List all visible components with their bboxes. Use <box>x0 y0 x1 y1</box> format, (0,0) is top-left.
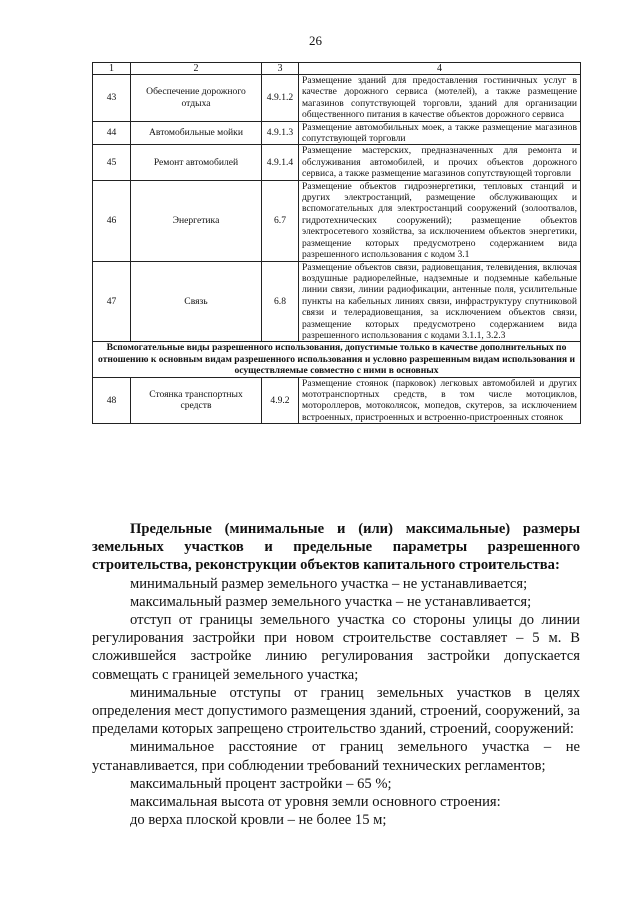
table-row <box>93 377 581 424</box>
use-description: Размещение мастерских, предназначенных для ремонта и обслуживания автомобилей, и прочих объектов дорожного сервиса, а также размещение магазинов сопутствующей торговли <box>299 145 581 180</box>
use-name: Стоянка транспортных средств <box>131 377 262 424</box>
row-number: 47 <box>93 261 131 342</box>
table-row <box>93 75 581 122</box>
land-use-table <box>92 62 581 424</box>
use-code: 4.9.1.4 <box>262 145 299 180</box>
paragraph: максимальный процент застройки – 65 %; <box>130 775 392 792</box>
use-name: Автомобильные мойки <box>131 121 262 145</box>
use-description: Размещение зданий для предоставления гостиничных услуг в качестве дорожного сервиса (мотелей), а также размещение магазинов сопутствующей торговли, зданий для организации общественного питания в качестве объектов дорожного сервиса <box>299 75 581 122</box>
use-description: Размещение автомобильных моек, а также размещение магазинов сопутствующей торговли <box>299 121 581 145</box>
use-name: Энергетика <box>131 180 262 261</box>
section-row <box>93 342 581 377</box>
table-header-row <box>93 63 581 75</box>
row-number: 43 <box>93 75 131 122</box>
header-col-2: 2 <box>131 63 262 75</box>
use-code: 4.9.1.2 <box>262 75 299 122</box>
row-number: 48 <box>93 377 131 424</box>
use-code: 6.7 <box>262 180 299 261</box>
use-name: Обеспечение дорожного отдыха <box>131 75 262 122</box>
use-name: Связь <box>131 261 262 342</box>
header-col-4: 4 <box>299 63 581 75</box>
use-description: Размещение стоянок (парковок) легковых автомобилей и других мототранспортных средств, в том числе мотоциклов, мотороллеров, мотоколясок, мопедов, скутеров, за исключением встроенных, пристроенных и встроенно-пристроенных стоянок <box>299 377 581 424</box>
row-number: 44 <box>93 121 131 145</box>
paragraph: до верха плоской кровли – не более 15 м; <box>130 812 387 829</box>
page-number: 26 <box>309 33 322 48</box>
header-col-3: 3 <box>262 63 299 75</box>
table-row <box>93 180 581 261</box>
use-code: 4.9.1.3 <box>262 121 299 145</box>
paragraph: минимальное расстояние от границ земельного участка – не устанавливается, при соблюдении требований технических регламентов; <box>92 739 580 774</box>
paragraph: максимальная высота от уровня земли основного строения: <box>130 794 501 811</box>
use-name: Ремонт автомобилей <box>131 145 262 180</box>
parameters-heading: Предельные (минимальные и (или) максимальные) размеры земельных участков и предельные параметры разрешенного строительства, реконструкции объектов капитального строительства: <box>92 521 580 574</box>
table-row <box>93 145 581 180</box>
header-col-1: 1 <box>93 63 131 75</box>
table-row <box>93 121 581 145</box>
table-body <box>93 63 581 424</box>
body-text <box>92 520 580 829</box>
use-code: 4.9.2 <box>262 377 299 424</box>
use-description: Размещение объектов гидроэнергетики, тепловых станций и других электростанций, размещение обслуживающих и вспомогательных для электростанций сооружений (золоотвалов, гидротехнических сооружений); размещение объектов электросетевого хозяйства, за исключением объектов энергетики, размещение которых предусмотрено содержанием вида разрешенного использования с кодом 3.1 <box>299 180 581 261</box>
paragraph: минимальный размер земельного участка – не устанавливается; <box>130 575 528 592</box>
use-code: 6.8 <box>262 261 299 342</box>
row-number: 45 <box>93 145 131 180</box>
table-row <box>93 261 581 342</box>
row-number: 46 <box>93 180 131 261</box>
paragraph: минимальные отступы от границ земельных участков в целях определения мест допустимого размещения зданий, строений, сооружений, за пределами которых запрещено строительство зданий, строений, сооружений: <box>92 684 580 738</box>
paragraph: отступ от границы земельного участка со стороны улицы до линии регулирования застройки при новом строительстве составляет – 5 м. В сложившейся застройке линию регулирования застройки допускается совмещать с границей земельного участка; <box>92 612 580 683</box>
section-title: Вспомогательные виды разрешенного использования, допустимые только в качестве дополнительных по отношению к основным видам разрешенного использования и условно разрешенным видам использования и осуществляемые совместно с ними в основных <box>93 342 581 377</box>
paragraph: максимальный размер земельного участка – не устанавливается; <box>130 593 532 610</box>
use-description: Размещение объектов связи, радиовещания, телевидения, включая воздушные радиорелейные, надземные и подземные кабельные линии связи, линии радиофикации, антенные поля, усилительные пункты на кабельных линиях связи, инфраструктуру спутниковой связи и телерадиовещания, за исключением объектов связи, размещение которых предусмотрено содержанием вида разрешенного использования с кодами 3.1.1, 3.2.3 <box>299 261 581 342</box>
